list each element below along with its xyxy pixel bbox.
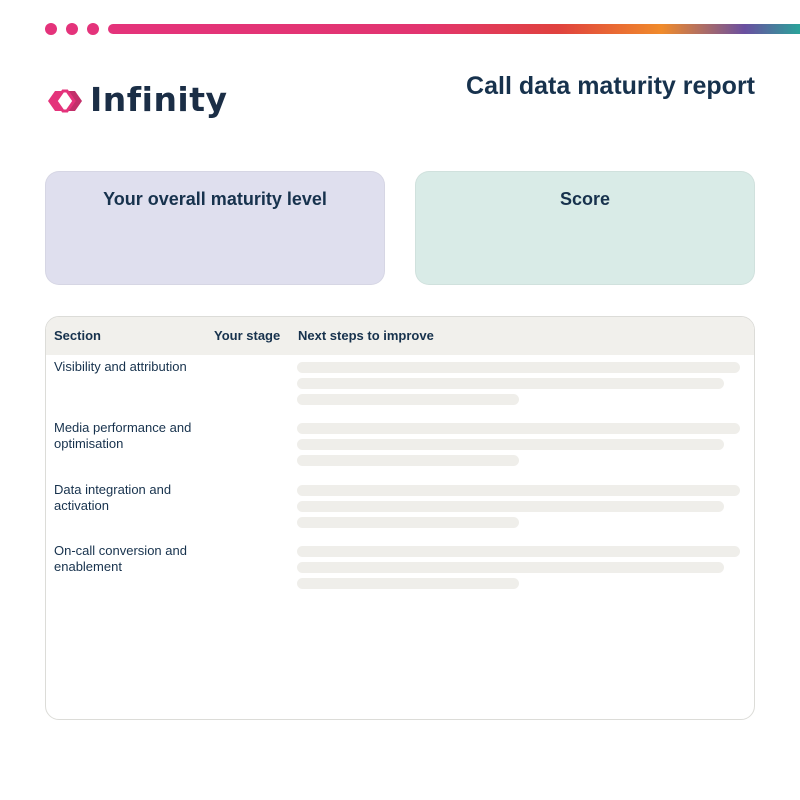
table-row xyxy=(46,482,754,542)
placeholder-line xyxy=(297,578,519,589)
section-label: Data integration and activation xyxy=(54,482,172,513)
placeholder-line xyxy=(297,439,724,450)
column-header-stage: Your stage xyxy=(214,328,281,343)
table-row xyxy=(46,543,754,603)
placeholder-line xyxy=(297,394,519,405)
table-row xyxy=(46,420,754,480)
column-header-section: Section xyxy=(54,328,101,343)
gradient-header-bar xyxy=(108,24,800,34)
table-row xyxy=(46,359,754,419)
section-label: Visibility and attribution xyxy=(54,359,187,374)
placeholder-line xyxy=(297,546,740,557)
section-label: Media performance and optimisation xyxy=(54,420,192,451)
infinity-logo xyxy=(46,80,228,124)
placeholder-line xyxy=(297,423,740,434)
placeholder-line xyxy=(297,562,724,573)
page-title: Call data maturity report xyxy=(466,72,755,100)
maturity-table xyxy=(45,316,755,720)
section-label: On-call conversion and enablement xyxy=(54,543,187,574)
window-dot-3 xyxy=(87,23,99,35)
column-header-next-steps: Next steps to improve xyxy=(298,328,434,343)
window-dot-1 xyxy=(45,23,57,35)
infinity-logo-icon xyxy=(46,88,84,114)
overall-maturity-title: Your overall maturity level xyxy=(103,189,327,209)
window-dot-2 xyxy=(66,23,78,35)
score-title: Score xyxy=(559,189,611,209)
logo-wordmark: Infinity xyxy=(90,80,228,119)
placeholder-line xyxy=(297,517,519,528)
placeholder-line xyxy=(297,501,724,512)
overall-maturity-card xyxy=(45,171,385,285)
score-card xyxy=(415,171,755,285)
placeholder-line xyxy=(297,378,724,389)
table-header xyxy=(46,317,754,355)
placeholder-line xyxy=(297,485,740,496)
placeholder-line xyxy=(297,455,519,466)
placeholder-line xyxy=(297,362,740,373)
